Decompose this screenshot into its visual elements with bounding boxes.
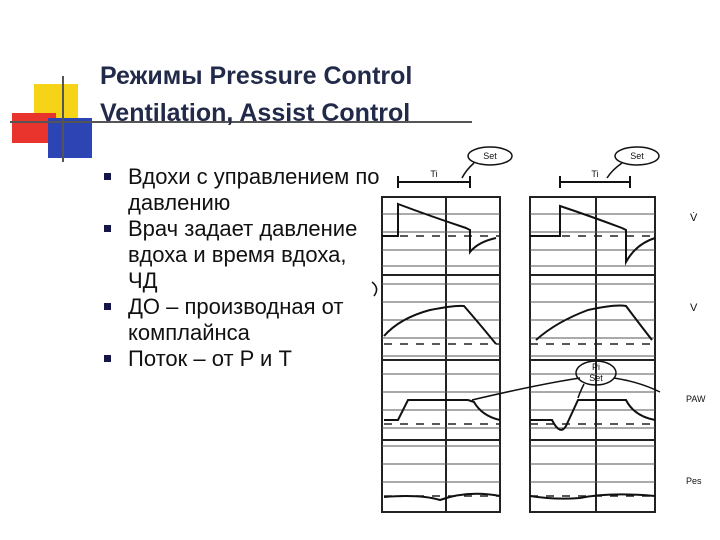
left-panel-frame: [382, 197, 500, 512]
title-line-2: Ventilation, Assist Control: [100, 99, 411, 127]
ti-label-left: Ti: [430, 169, 438, 179]
bullet-text: Врач задает давление вдоха и время вдоха, ЧД: [128, 216, 358, 293]
row-label-volume: V: [690, 302, 698, 314]
bullet-text: Поток – от P и T: [128, 346, 292, 371]
flow-waveform: [382, 204, 655, 262]
bracket-mark: [372, 282, 377, 296]
title-line-1: Режимы Pressure Control: [100, 62, 413, 90]
row-label-flow: V̇: [690, 212, 698, 224]
pi-set-label: Set: [589, 373, 603, 383]
row-label-paw: PAW: [686, 394, 706, 404]
ti-label-right: Ti: [591, 169, 599, 179]
row-label-pes: Pes: [686, 476, 702, 486]
set-label-right: Set: [630, 151, 644, 161]
bullet-text: ДО – производная от комплайнса: [128, 294, 344, 345]
airway-pressure-waveform: [384, 400, 655, 430]
set-label-left: Set: [483, 151, 497, 161]
esophageal-pressure-waveform: [384, 494, 655, 500]
right-panel-frame: [530, 197, 655, 512]
bullet-text: Вдохи с управлением по давлению: [128, 164, 380, 215]
pi-label: Pi: [591, 362, 601, 372]
waveform-grid: [382, 197, 655, 512]
